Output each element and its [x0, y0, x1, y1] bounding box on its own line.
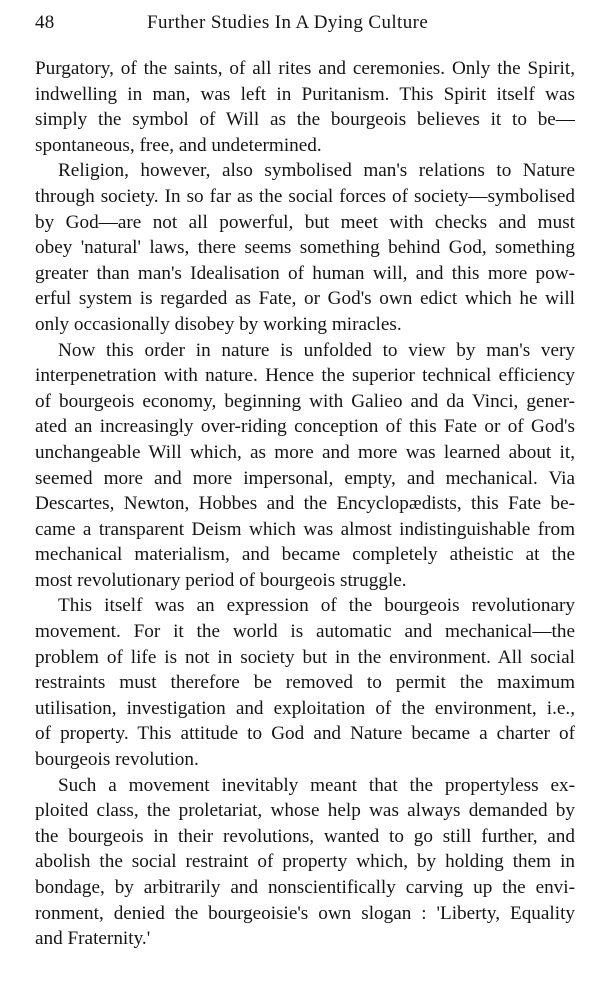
text-line: obey 'natural' laws, there seems something behind God, something [35, 237, 575, 259]
paragraph [35, 338, 575, 594]
text-line: unchangeable Will which, as more and more was learned about it, [35, 441, 575, 463]
text-line: indwelling in man, was left in Puritanism. This Spirit itself was [35, 83, 575, 105]
book-page [35, 12, 575, 952]
text-line: spontaneous, free, and undetermined. [35, 134, 322, 156]
text-line: by God—are not all powerful, but meet with checks and must [35, 211, 575, 233]
text-line: and Fraternity.' [35, 928, 151, 950]
page-number: 48 [35, 12, 55, 33]
text-line: bondage, by arbitrarily and nonscientifically carving up the envi- [35, 877, 575, 898]
paragraph [35, 158, 575, 337]
text-line: Descartes, Newton, Hobbes and the Encyclopædists, this Fate be- [35, 493, 575, 515]
text-line: problem of life is not in society but in the environment. All social [35, 646, 575, 668]
paragraph [35, 773, 575, 952]
running-header [35, 12, 575, 52]
text-line: Purgatory, of the saints, of all rites and ceremonies. Only the Spirit, [35, 58, 575, 79]
text-line: most revolutionary period of bourgeois struggle. [35, 569, 407, 591]
text-line: Such a movement inevitably meant that the propertyless ex- [58, 774, 575, 796]
text-line: utilisation, investigation and exploitation of the environment, i.e., [35, 697, 575, 719]
text-line: interpenetration with nature. Hence the superior technical efficiency [35, 365, 575, 387]
text-line: greater than man's Idealisation of human will, and this more pow- [35, 262, 575, 284]
text-line: simply the symbol of Will as the bourgeois believes it to be— [35, 109, 575, 131]
text-line: Religion, however, also symbolised man's relations to Nature [58, 160, 575, 182]
text-line: bourgeois revolution. [35, 749, 199, 771]
text-line: Now this order in nature is unfolded to view by man's very [58, 339, 575, 361]
body-text [35, 56, 575, 952]
text-line: of property. This attitude to God and Nature became a charter of [35, 723, 575, 745]
paragraph [35, 56, 575, 158]
text-line: restraints must therefore be removed to permit the maximum [35, 672, 575, 694]
text-line: abolish the social restraint of property which, by holding them in [35, 851, 575, 873]
text-line: ronment, denied the bourgeoisie's own slogan : 'Liberty, Equality [35, 902, 575, 924]
text-line: seemed more and more impersonal, empty, and mechanical. Via [35, 467, 575, 489]
text-line: ated an increasingly over-riding conception of this Fate or of God's [35, 416, 575, 438]
paragraph [35, 593, 575, 772]
text-line: came a transparent Deism which was almost indistinguishable from [35, 518, 575, 540]
text-line: ploited class, the proletariat, whose help was always demanded by [35, 800, 575, 822]
text-line: of bourgeois economy, beginning with Galieo and da Vinci, gener- [35, 390, 575, 412]
text-line: the bourgeois in their revolutions, wanted to go still further, and [35, 825, 575, 847]
text-line: through society. In so far as the social forces of society—symbolised [35, 185, 575, 207]
text-line: This itself was an expression of the bourgeois revolutionary [58, 595, 575, 617]
running-title: Further Studies In A Dying Culture [147, 12, 429, 33]
text-line: mechanical materialism, and became completely atheistic at the [35, 544, 575, 566]
text-line: only occasionally disobey by working miracles. [35, 313, 402, 335]
text-line: movement. For it the world is automatic and mechanical—the [35, 621, 575, 643]
text-line: erful system is regarded as Fate, or God's own edict which he will [35, 288, 575, 310]
